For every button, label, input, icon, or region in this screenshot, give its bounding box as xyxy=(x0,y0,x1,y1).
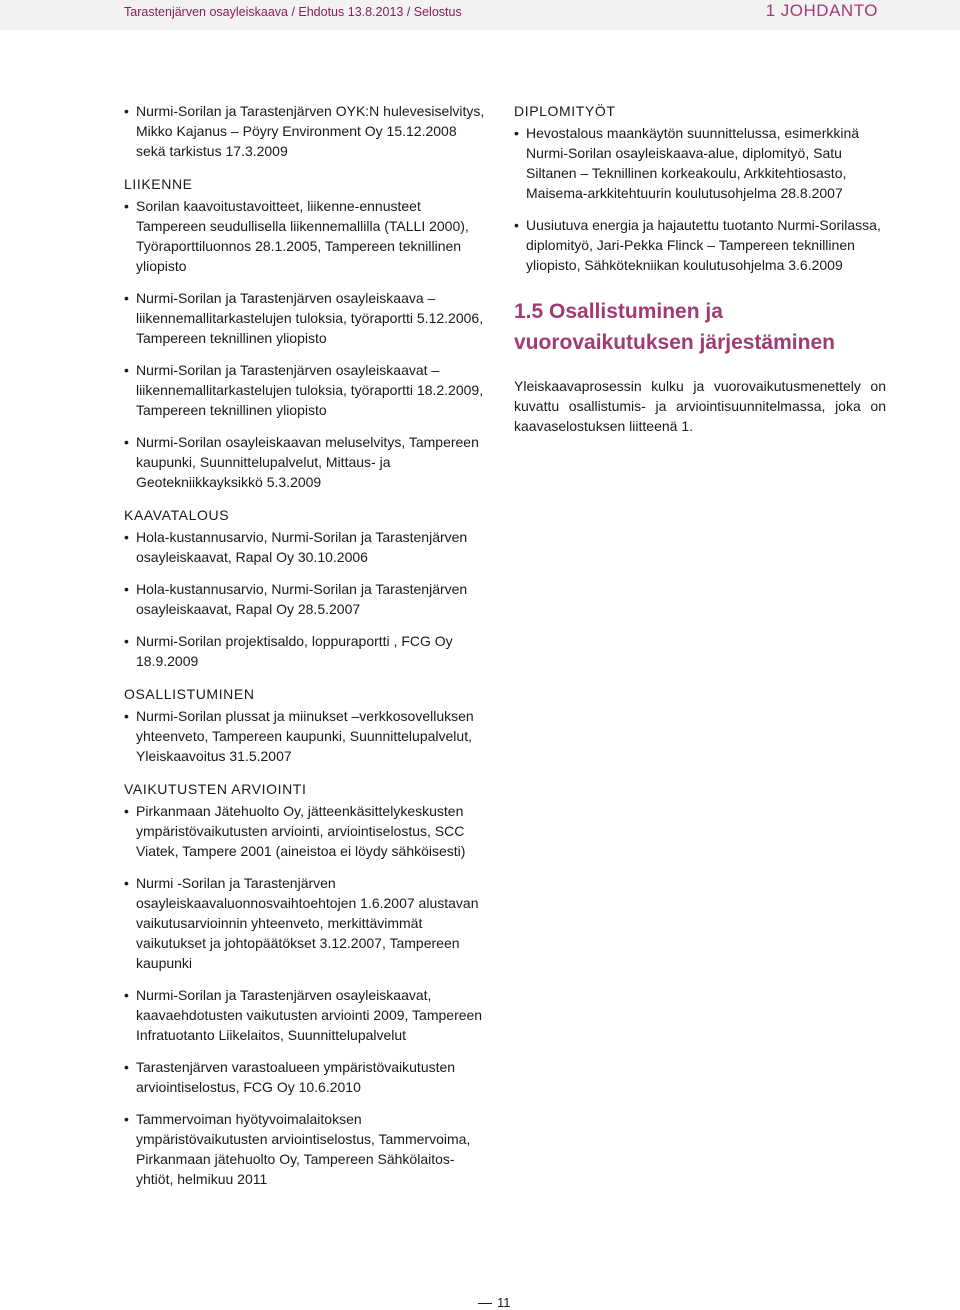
list-item: • Hevostalous maankäytön suunnittelussa, esimerkkinä Nurmi-Sorilan osayleiskaava-alue, diplomityö, Satu Siltanen – Teknillinen korkeakoulu, Arkkitehtiosasto, Maisema-arkkitehtuurin koulutusohjelma 28.8.2007 xyxy=(514,123,886,203)
list-item: • Nurmi-Sorilan ja Tarastenjärven OYK:N hulevesiselvitys, Mikko Kajanus – Pöyry Environment Oy 15.12.2008 sekä tarkistus 17.3.2009 xyxy=(124,101,486,161)
page-footer xyxy=(478,1295,511,1310)
diplomityot-list xyxy=(514,123,886,275)
liikenne-list xyxy=(124,196,486,492)
document-breadcrumb: Tarastenjärven osayleiskaava / Ehdotus 13.8.2013 / Selostus xyxy=(124,5,462,19)
section-intro xyxy=(124,101,486,161)
list-item: • Tarastenjärven varastoalueen ympäristövaikutusten arviointiselostus, FCG Oy 10.6.2010 xyxy=(124,1057,486,1097)
list-item: • Nurmi-Sorilan ja Tarastenjärven osayleiskaavat, kaavaehdotusten vaikutusten arviointi 2009, Tampereen Infratuotanto Liikelaitos, Suunnittelupalvelut xyxy=(124,985,486,1045)
chapter-title: 1 JOHDANTO xyxy=(765,1,878,20)
list-item: • Nurmi-Sorilan osayleiskaavan meluselvitys, Tampereen kaupunki, Suunnittelupalvelut, Mittaus- ja Geotekniikkayksikkö 5.3.2009 xyxy=(124,432,486,492)
osallistuminen-heading: OSALLISTUMINEN xyxy=(124,686,255,702)
list-item: • Nurmi-Sorilan plussat ja miinukset –verkkosovelluksen yhteenveto, Tampereen kaupunki, Suunnittelupalvelut, Yleiskaavoitus 31.5.2007 xyxy=(124,706,486,766)
vaikutusten-list xyxy=(124,801,486,1189)
list-item: • Hola-kustannusarvio, Nurmi-Sorilan ja Tarastenjärven osayleiskaavat, Rapal Oy 28.5.2007 xyxy=(124,579,486,619)
diplomityot-heading: DIPLOMITYÖT xyxy=(514,103,616,119)
page-header xyxy=(0,0,960,30)
section-title-osallistuminen: 1.5 Osallistuminen ja vuorovaikutuksen järjestäminen xyxy=(514,300,835,354)
section-kaavatalous xyxy=(124,505,486,671)
liikenne-heading: LIIKENNE xyxy=(124,176,193,192)
list-item: • Hola-kustannusarvio, Nurmi-Sorilan ja Tarastenjärven osayleiskaavat, Rapal Oy 30.10.2006 xyxy=(124,527,486,567)
list-item: • Nurmi-Sorilan projektisaldo, loppuraportti , FCG Oy 18.9.2009 xyxy=(124,631,486,671)
list-item: • Pirkanmaan Jätehuolto Oy, jätteenkäsittelykeskusten ympäristövaikutusten arviointi, arviointiselostus, SCC Viatek, Tampere 2001 (aineistoa ei löydy sähköisesti) xyxy=(124,801,486,861)
list-item: • Nurmi -Sorilan ja Tarastenjärven osayleiskaavaluonnosvaihtoehtojen 1.6.2007 alustavan vaikutusarvioinnin yhteenveto, merkittävimmät vaikutukset ja johtopäätökset 3.12.2007, Tampereen kaupunki xyxy=(124,873,486,973)
section-vaikutusten-arviointi xyxy=(124,779,486,1189)
section-liikenne xyxy=(124,174,486,492)
section-diplomityot xyxy=(514,101,886,275)
section-paragraph: Yleiskaavaprosessin kulku ja vuorovaikutusmenettely on kuvattu osallistumis- ja arviointisuunnitelmassa, joka on kaavaselostuksen liitteenä 1. xyxy=(514,378,886,434)
kaavatalous-heading: KAAVATALOUS xyxy=(124,507,230,523)
footer-rule xyxy=(478,1303,492,1304)
section-osallistuminen xyxy=(124,684,486,766)
vaikutusten-heading: VAIKUTUSTEN ARVIOINTI xyxy=(124,781,307,797)
list-item: • Sorilan kaavoitustavoitteet, liikenne-ennusteet Tampereen seudullisella liikennemallilla (TALLI 2000), Työraporttiluonnos 28.1.2005, Tampereen teknillinen yliopisto xyxy=(124,196,486,276)
list-item: • Uusiutuva energia ja hajautettu tuotanto Nurmi-Sorilassa, diplomityö, Jari-Pekka Flinck – Tampereen teknillinen yliopisto, Sähkötekniikan koulutusohjelma 3.6.2009 xyxy=(514,215,886,275)
page-number: 11 xyxy=(497,1295,511,1310)
intro-list xyxy=(124,101,486,161)
kaavatalous-list xyxy=(124,527,486,671)
right-column xyxy=(514,101,886,436)
list-item: • Nurmi-Sorilan ja Tarastenjärven osayleiskaavat – liikennemallitarkastelujen tuloksia, työraportti 18.2.2009, Tampereen teknillinen yliopisto xyxy=(124,360,486,420)
list-item: • Tammervoiman hyötyvoimalaitoksen ympäristövaikutusten arviointiselostus, Tammervoima, Pirkanmaan jätehuolto Oy, Tampereen Sähkölaitos-yhtiöt, helmikuu 2011 xyxy=(124,1109,486,1189)
osallistuminen-list xyxy=(124,706,486,766)
left-column xyxy=(124,101,486,1202)
list-item: • Nurmi-Sorilan ja Tarastenjärven osayleiskaava – liikennemallitarkastelujen tuloksia, työraportti 5.12.2006, Tampereen teknillinen yliopisto xyxy=(124,288,486,348)
